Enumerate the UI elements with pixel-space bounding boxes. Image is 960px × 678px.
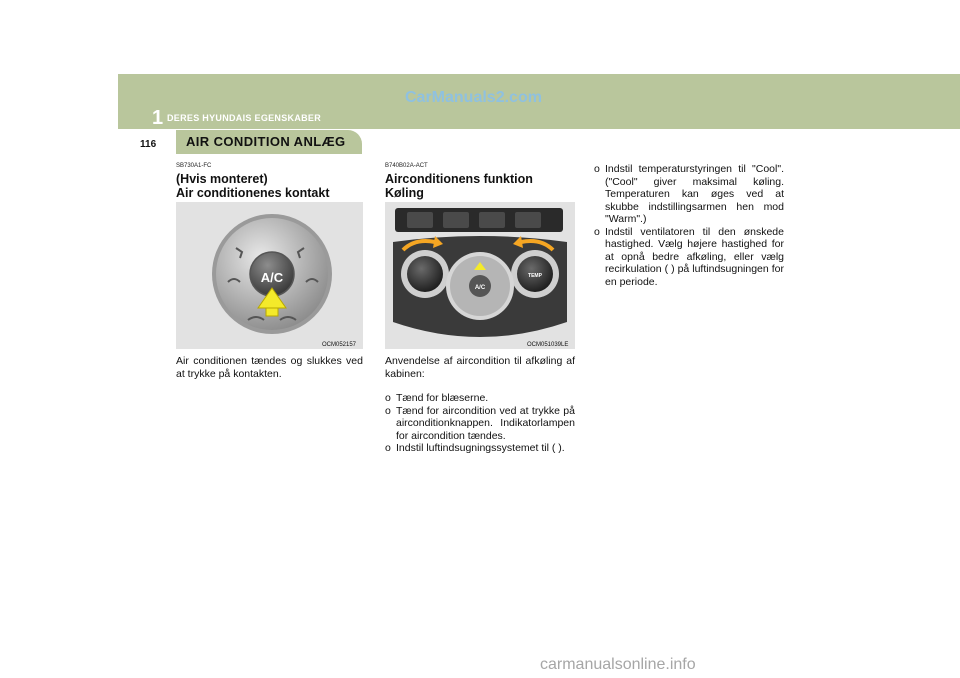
ac-button-label: A/C bbox=[260, 270, 284, 285]
col1-figure-code: OCM052157 bbox=[322, 342, 357, 348]
bullet-marker: o bbox=[594, 163, 600, 175]
bullet-marker: o bbox=[385, 392, 391, 404]
col3-bullet-2: o Indstil ventilatoren til den ønskede hastighed. Vælg højere hastighed for at opnå bedre afkøling, eller vælg recirkulation ( ) på luftindsugningen for en periode. bbox=[594, 225, 784, 288]
col2-code: B740B02A-ACT bbox=[385, 163, 428, 169]
col3-body bbox=[594, 163, 784, 288]
col2-heading bbox=[385, 172, 585, 200]
chapter-title: DERES HYUNDAIS EGENSKABER bbox=[167, 113, 322, 123]
bullet-marker: o bbox=[385, 442, 391, 454]
watermark-bottom[interactable]: carmanualsonline.info bbox=[540, 656, 696, 673]
col1-code: SB730A1-FC bbox=[176, 163, 212, 169]
col1-heading bbox=[176, 172, 376, 200]
col2-bullet-3: o Indstil luftindsugningssystemet til ( ). bbox=[385, 442, 565, 454]
col1-body: Air conditionen tændes og slukkes ved at trykke på kontakten. bbox=[176, 355, 363, 380]
col2-body bbox=[385, 355, 575, 455]
bullet-marker: o bbox=[385, 404, 391, 417]
page-number: 116 bbox=[140, 139, 157, 150]
climate-panel-figure bbox=[385, 202, 575, 349]
col2-bullet-2: o Tænd for aircondition ved at trykke på airconditionknappen. Indikatorlampen for aircondition tændes. bbox=[385, 404, 575, 442]
ac-switch-figure bbox=[176, 202, 363, 349]
temp-knob-label: TEMP bbox=[528, 273, 542, 279]
chapter-number: 1 bbox=[152, 107, 164, 129]
col2-heading-line2: Køling bbox=[385, 186, 424, 200]
ac-switch-illustration bbox=[176, 202, 363, 349]
col3-bullet-1: o Indstil temperaturstyringen til "Cool". ("Cool" giver maksimal køling. Temperaturen kan øges ved at skubbe indstillingsarmen hen mod "Warm".) bbox=[594, 163, 784, 225]
col1-heading-line1: (Hvis monteret) bbox=[176, 172, 268, 186]
bullet-marker: o bbox=[594, 225, 600, 238]
panel-ac-label: A/C bbox=[474, 285, 486, 291]
col2-bullet-1: o Tænd for blæserne. bbox=[385, 392, 489, 404]
watermark-top[interactable]: CarManuals2.com bbox=[405, 89, 542, 106]
section-title: AIR CONDITION ANLÆG bbox=[186, 134, 346, 149]
col1-heading-line2: Air conditionenes kontakt bbox=[176, 186, 330, 200]
col2-intro: Anvendelse af aircondition til afkøling af kabinen: bbox=[385, 355, 575, 380]
col2-figure-code: OCM051039LE bbox=[527, 342, 569, 348]
climate-panel-illustration bbox=[385, 202, 575, 349]
col2-heading-line1: Airconditionens funktion bbox=[385, 172, 533, 186]
